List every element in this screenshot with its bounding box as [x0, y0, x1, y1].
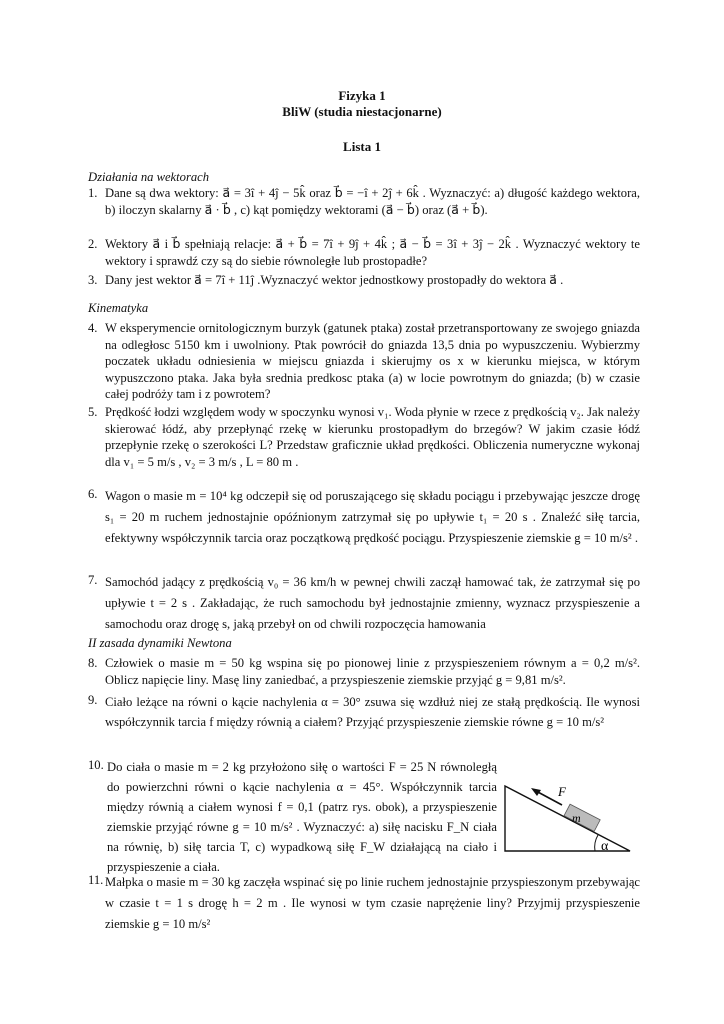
problem-2 — [88, 236, 640, 269]
problem-9 — [88, 692, 640, 732]
program-title: BliW (studia niestacjonarne) — [282, 104, 442, 119]
section-dynamics: II zasada dynamiki Newtona — [88, 636, 232, 650]
problem-7 — [88, 572, 640, 635]
course-title: Fizyka 1 — [338, 88, 386, 103]
problem-3 — [88, 272, 640, 289]
force-label: F — [558, 784, 566, 799]
section-vectors: Działania na wektorach — [88, 170, 210, 184]
problem-text: Człowiek o masie m = 50 kg wspina się po pionowej linie z przyspieszeniem równym a = 0,2 m/s². Oblicz napięcie liny. Masę liny zaniedbać, a przyspieszenie ziemskie przyjąć g = 9,81 m/s². — [105, 656, 640, 687]
problem-text: Wektory a⃗ i b⃗ spełniają relacje: a⃗ + b⃗ = 7î + 9ĵ + 4k̂ ; a⃗ − b⃗ = 3î + 3ĵ − 2k̂ . Wyznaczyć wektory te wektory i sprawdź czy są do siebie równoległe lub prostopadłe? — [105, 237, 640, 268]
problem-number: 2. — [88, 237, 98, 251]
problem-number: 6. — [88, 487, 98, 501]
problem-number: 9. — [88, 693, 98, 707]
problem-text: Wagon o masie m = 10⁴ kg odczepił się od poruszającego się składu pociągu i przebywając jeszcze drogę s₁ = 20 m ruchem jednostajnie opóźnionym zatrzymał się po upływie t₁ = 20 s . Znaleźć siłę tarcia, efektywny współczynnik tarcia oraz początkową prędkość pociągu. Przyspieszenie ziemskie g = 10 m/s² . — [105, 489, 640, 545]
force-arrowhead — [531, 788, 541, 796]
problem-6 — [88, 486, 640, 549]
problem-text: Prędkość łodzi względem wody w spoczynku wynosi v₁. Woda płynie w rzece z prędkością v₂. Jak należy skierować łódź, aby przepłynąć rzekę w kierunku prostopadłym do brzegów? W jakim czasie łódź przepłynie rzekę o szerokości L? Przedstaw graficznie układ prędkości. Obliczenia numeryczne wykonaj dla v₁ = 5 m/s , v₂ = 3 m/s , L = 80 m . — [105, 405, 640, 469]
problem-text: Dane są dwa wektory: a⃗ = 3î + 4ĵ − 5k̂ oraz b⃗ = −î + 2ĵ + 6k̂ . Wyznaczyć: a) długość każdego wektora, b) iloczyn skalarny a⃗ · b⃗ , c) kąt pomiędzy wektorami (a⃗ − b⃗) oraz (a⃗ + b⃗). — [105, 186, 640, 217]
angle-label: α — [601, 839, 609, 854]
list-title: Lista 1 — [343, 139, 381, 154]
problem-11 — [88, 872, 640, 935]
problem-text: Samochód jadący z prędkością v₀ = 36 km/h w pewnej chwili zaczął hamować tak, że zatrzymał się po upływie t = 2 s . Zakładając, że ruch samochodu był jednostajnie zmienny, wyznacz przyspieszenie a samochodu oraz drogę s, jaką przebył on od chwili rozpoczęcia hamowania — [105, 575, 640, 631]
problem-number: 8. — [88, 656, 98, 670]
problem-8 — [88, 655, 640, 688]
problem-text: Dany jest wektor a⃗ = 7î + 11ĵ .Wyznaczyć wektor jednostkowy prostopadły do wektora a⃗ . — [105, 273, 564, 287]
problem-number: 10. — [88, 758, 104, 772]
problem-number: 5. — [88, 405, 98, 419]
inclined-plane-figure — [500, 778, 635, 856]
problem-5 — [88, 404, 640, 470]
problem-number: 11. — [88, 873, 104, 887]
problem-1 — [88, 185, 640, 218]
problem-number: 3. — [88, 273, 98, 287]
problem-number: 1. — [88, 186, 98, 200]
problem-text: Do ciała o masie m = 2 kg przyłożono siłę o wartości F = 25 N równoległą do powierzchni równi o kącie nachylenia α = 45°. Współczynnik tarcia między równią a ciałem wynosi f = 0,1 (patrz rys. obok), a przyspieszenie ziemskie przyjąć równe g = 10 m/s² . Wyznaczyć: a) siłę nacisku F_N ciała na równię, b) siłę tarcia T, c) wypadkową siłę F_W działającą na ciało i przyspieszenie a ciała. — [107, 760, 497, 874]
problem-text: Małpka o masie m = 30 kg zaczęła wspinać się po linie ruchem jednostajnie przyspieszonym przebywając w czasie t = 1 s drogę h = 2 m . Ile wynosi w tym czasie naprężenie liny? Przyjmij przyspieszenie ziemskie g = 10 m/s² — [105, 875, 640, 931]
incline-triangle — [505, 786, 630, 851]
problem-number: 4. — [88, 321, 98, 335]
problem-text: Ciało leżące na równi o kącie nachylenia α = 30° zsuwa się wzdłuż niej ze stałą prędkością. Ile wynosi współczynnik tarcia f między równią a ciałem? Przyjąć przyspieszenie ziemskie równe g = 10 m/s² — [105, 695, 640, 729]
section-kinematics: Kinematyka — [88, 301, 149, 315]
problem-4 — [88, 320, 640, 403]
problem-text: W eksperymencie ornitologicznym burzyk (gatunek ptaka) został przetransportowany ze swojego gniazda na odległosc 5150 km i uwolniony. Ptak powrócił do gniazda 13,5 dnia po wypuszczeniu. Wybierzmy poczatek układu odniesienia w miejscu gniazda i skierujmy os x w kierunku miejsca, w którym wypuszczono ptaka. Jaka była srednia predkosc ptaka (a) w locie powrotnym do gniazda; (b) w czasie całej podróży tam i z powrotem? — [105, 321, 640, 401]
mass-label: m — [572, 811, 581, 825]
problem-number: 7. — [88, 573, 98, 587]
